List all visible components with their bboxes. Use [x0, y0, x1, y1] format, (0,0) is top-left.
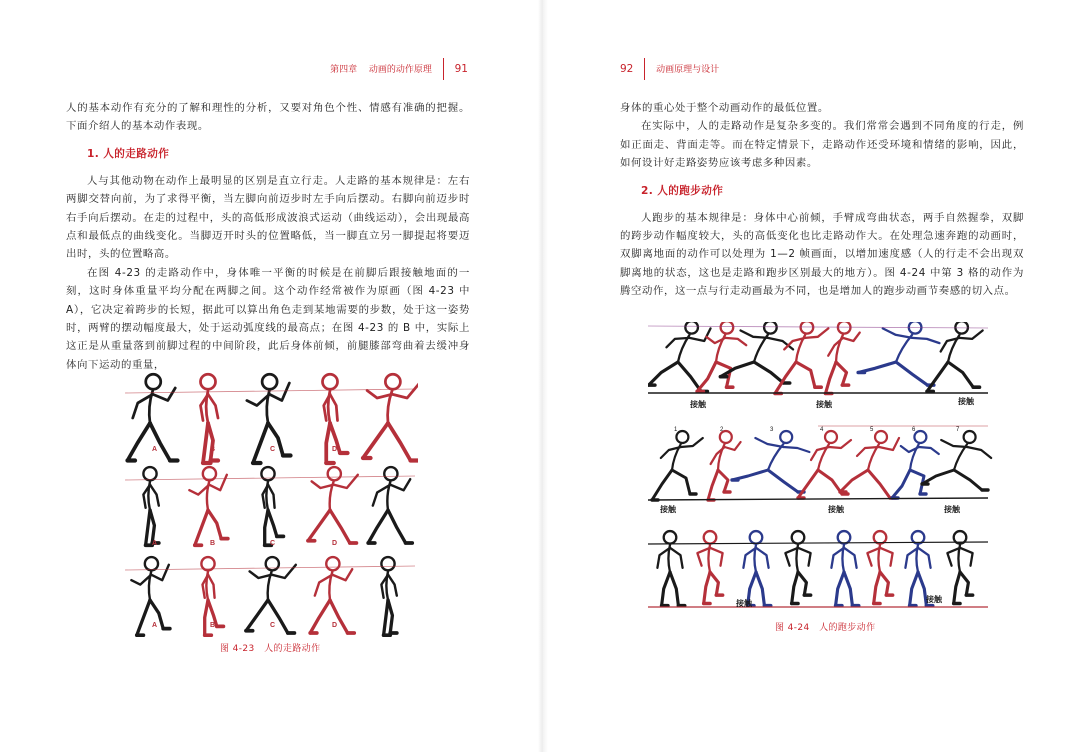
contact-label: 接触 — [660, 505, 676, 514]
figure-frame-label: C — [270, 622, 276, 629]
run-figure-sketch — [708, 431, 741, 500]
frame-number: 1 — [674, 427, 678, 433]
run-figure-sketch — [775, 322, 828, 394]
contact-label: 接触 — [736, 599, 752, 608]
book-title: 动画原理与设计 — [656, 65, 720, 75]
run-sketch-grid — [648, 322, 991, 608]
chapter-label: 第四章 — [330, 65, 358, 75]
figure-frame-label: A — [152, 540, 158, 547]
contact-label: 接触 — [944, 505, 960, 514]
figure-frame-label: B — [210, 446, 216, 453]
contact-label: 接触 — [958, 397, 974, 406]
run-figure-sketch — [652, 431, 703, 500]
run-figure-sketch — [892, 431, 939, 498]
walk-figure-sketch — [261, 467, 283, 545]
frame-number: 7 — [956, 427, 960, 433]
frame-number: 2 — [720, 427, 724, 433]
section-heading-walk: 1. 人的走路动作 — [87, 147, 170, 160]
run-figure-sketch — [922, 431, 991, 490]
run-figure-sketch — [867, 531, 892, 603]
figure-caption-4-23: 图 4-23 人的走路动作 — [220, 644, 321, 654]
walk-figure-4-23 — [120, 365, 418, 637]
walk-figure-sketch — [308, 467, 358, 543]
header-divider — [443, 58, 444, 80]
frame-number: 5 — [870, 427, 874, 433]
contact-label: 接触 — [828, 505, 844, 514]
run-paragraph: 人跑步的基本规律是：身体中心前倾，手臂成弯曲状态，两手自然握拳，双脚的跨步动作幅度较大，头的高低变化也比走路动作大。在处理急速奔跑的动画时，双脚离地面的动作可以处理为 1—2 帧画面，以增加速度感（人的行走不会出现双脚离地的状态，这也是走路和跑步区别最大的地方）。图 4-24 中第 3 格的动作为腾空动作，这一点与行走动画最为不同，也是增加人的跑步动画节奏感的切入点。 — [620, 211, 1024, 298]
right-page-header — [620, 58, 719, 80]
frame-number: 6 — [912, 427, 916, 433]
run-figure-sketch — [927, 322, 983, 391]
figure-caption-4-24: 图 4-24 人的跑步动作 — [775, 623, 876, 633]
figure-frame-label: D — [332, 540, 338, 547]
walk-figure-sketch — [143, 467, 158, 545]
figure-frame-label: D — [332, 622, 338, 629]
contact-label: 接触 — [816, 400, 832, 409]
figure-frame-label: A — [152, 446, 158, 453]
walk-figure-sketch — [368, 467, 412, 543]
left-page-header — [330, 58, 468, 80]
ground-line — [648, 498, 988, 500]
frame-number: 3 — [770, 427, 774, 433]
section-heading-run: 2. 人的跑步动作 — [641, 184, 724, 197]
walk-paragraph-2: 在图 4-23 的走路动作中，身体唯一平衡的时候是在前脚后跟接触地面的一刻，这时身体重量平均分配在两脚之间。这个动作经常被作为原画（图 4-23 中 A），它决定着跨步的长短，据此可以算出角色走到某地需要的步数，处于这一姿势时，两臂的摆动幅度最大，处于运动弧度线的最高点；在图 4-23 的 B 中，实际上这正是从重量落到前脚过程的中间阶段，此后身体前倾，前腿膝部弯曲着去缓冲身体向下运动的重量， — [66, 266, 470, 371]
header-divider — [644, 58, 645, 80]
figure-frame-label: C — [270, 540, 276, 547]
walk-figure-sketch — [381, 557, 396, 635]
run-figure-sketch — [649, 322, 711, 391]
figure-frame-label: C — [270, 446, 276, 453]
right-body-text — [620, 99, 1024, 301]
walk-figure-sketch — [363, 374, 418, 460]
run-figure-sketch — [743, 531, 770, 606]
run-figure-sketch — [732, 431, 809, 492]
left-body-text — [66, 99, 470, 374]
guide-line — [648, 542, 988, 544]
walk-figure-sketch — [131, 557, 169, 635]
page-number: 92 — [620, 63, 634, 75]
page-number: 91 — [454, 63, 468, 75]
walk-figure-sketch — [247, 374, 291, 463]
left-page — [0, 0, 538, 752]
figure-frame-label: B — [210, 540, 216, 547]
figure-frame-label: D — [332, 446, 338, 453]
figure-frame-label: A — [152, 622, 158, 629]
run-figure-sketch — [697, 322, 746, 391]
run-figure-sketch — [785, 531, 810, 603]
continued-paragraph: 身体的重心处于整个动画动作的最低位置。 — [620, 102, 829, 114]
run-figure-sketch — [858, 322, 939, 385]
frame-number: 4 — [820, 427, 824, 433]
walk-paragraph-1: 人与其他动物在动作上最明显的区别是直立行走。人走路的基本规律是：左右两脚交替向前，为了求得平衡，当左脚向前迈步时左手向后摆动。右脚向前迈步时右手向后摆动。在走的过程中，头的高低形成波浪式运动（曲线运动），会出现最高点和最低点的曲线变化。当脚迈开时头的位置略低，当一脚直立另一脚提起将要迈出时，头的位置略高。 — [66, 174, 470, 261]
contact-label: 接触 — [690, 400, 706, 409]
chapter-title: 动画的动作原理 — [368, 65, 432, 75]
run-figure-sketch — [657, 531, 684, 606]
walk-sketch-grid — [125, 374, 418, 635]
book-gutter — [538, 0, 548, 752]
run-figure-sketch — [697, 531, 722, 603]
run-figure-sketch — [826, 322, 860, 394]
run-figure-4-24 — [648, 322, 996, 614]
figure-frame-label: B — [210, 622, 216, 629]
contact-label: 接触 — [926, 595, 942, 604]
walk-variation-paragraph: 在实际中，人的走路动作是复杂多变的。我们常常会遇到不同角度的行走，例如正面走、背面走等。而在特定情景下，走路动作还受环境和情绪的影响，因此，如何设计好走路姿势应该考虑多种因素。 — [620, 120, 1024, 170]
intro-paragraph: 人的基本动作有充分的了解和理性的分析，又要对角色个性、情感有准确的把握。下面介绍人的基本动作表现。 — [66, 102, 470, 133]
right-page — [548, 0, 1080, 752]
